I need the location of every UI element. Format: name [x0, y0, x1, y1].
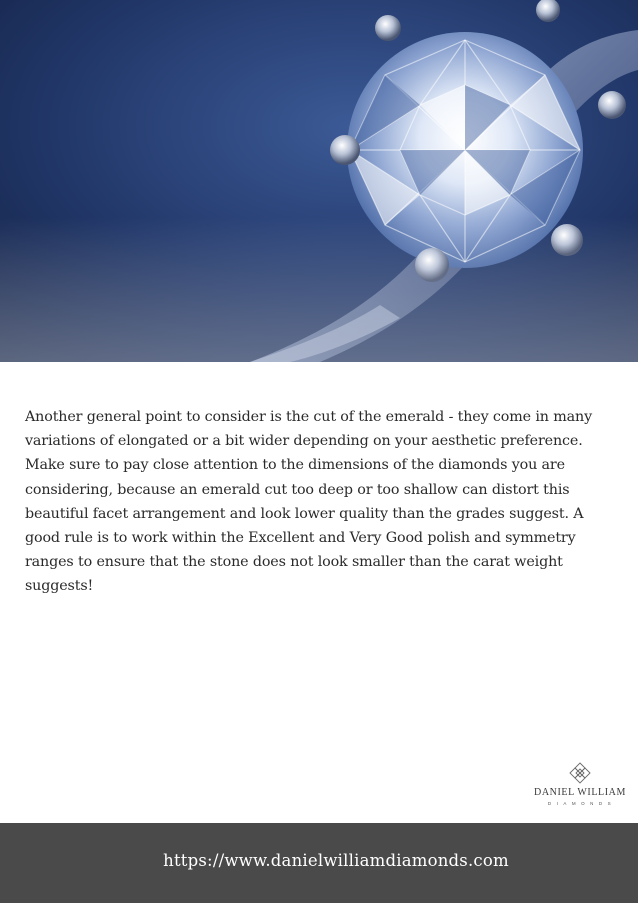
brand-logo: [534, 762, 626, 812]
logo-subtitle: DIAMONDS: [547, 801, 617, 806]
diamond-ring-photo: [0, 0, 638, 362]
logo-name: DANIEL WILLIAM: [534, 787, 626, 798]
article-paragraph: Another general point to consider is the cut of the emerald - they come in many variations of elongated or a bit wider depending on your aesthetic preference. Make sure to pay close attention to the dimensions of the diamonds you are considering, because an emerald cut too deep or too shallow can distort this beautiful facet arrangement and look lower quality than the grades suggest. A good rule is to work within the Excellent and Very Good polish and symmetry ranges to ensure that the stone does not look smaller than the carat weight suggests!: [25, 409, 592, 595]
hero-image: [0, 0, 638, 362]
website-link[interactable]: https://www.danielwilliamdiamonds.com: [163, 851, 509, 870]
diamond-emblem-icon: [569, 762, 591, 784]
footer-bar: [0, 823, 638, 903]
